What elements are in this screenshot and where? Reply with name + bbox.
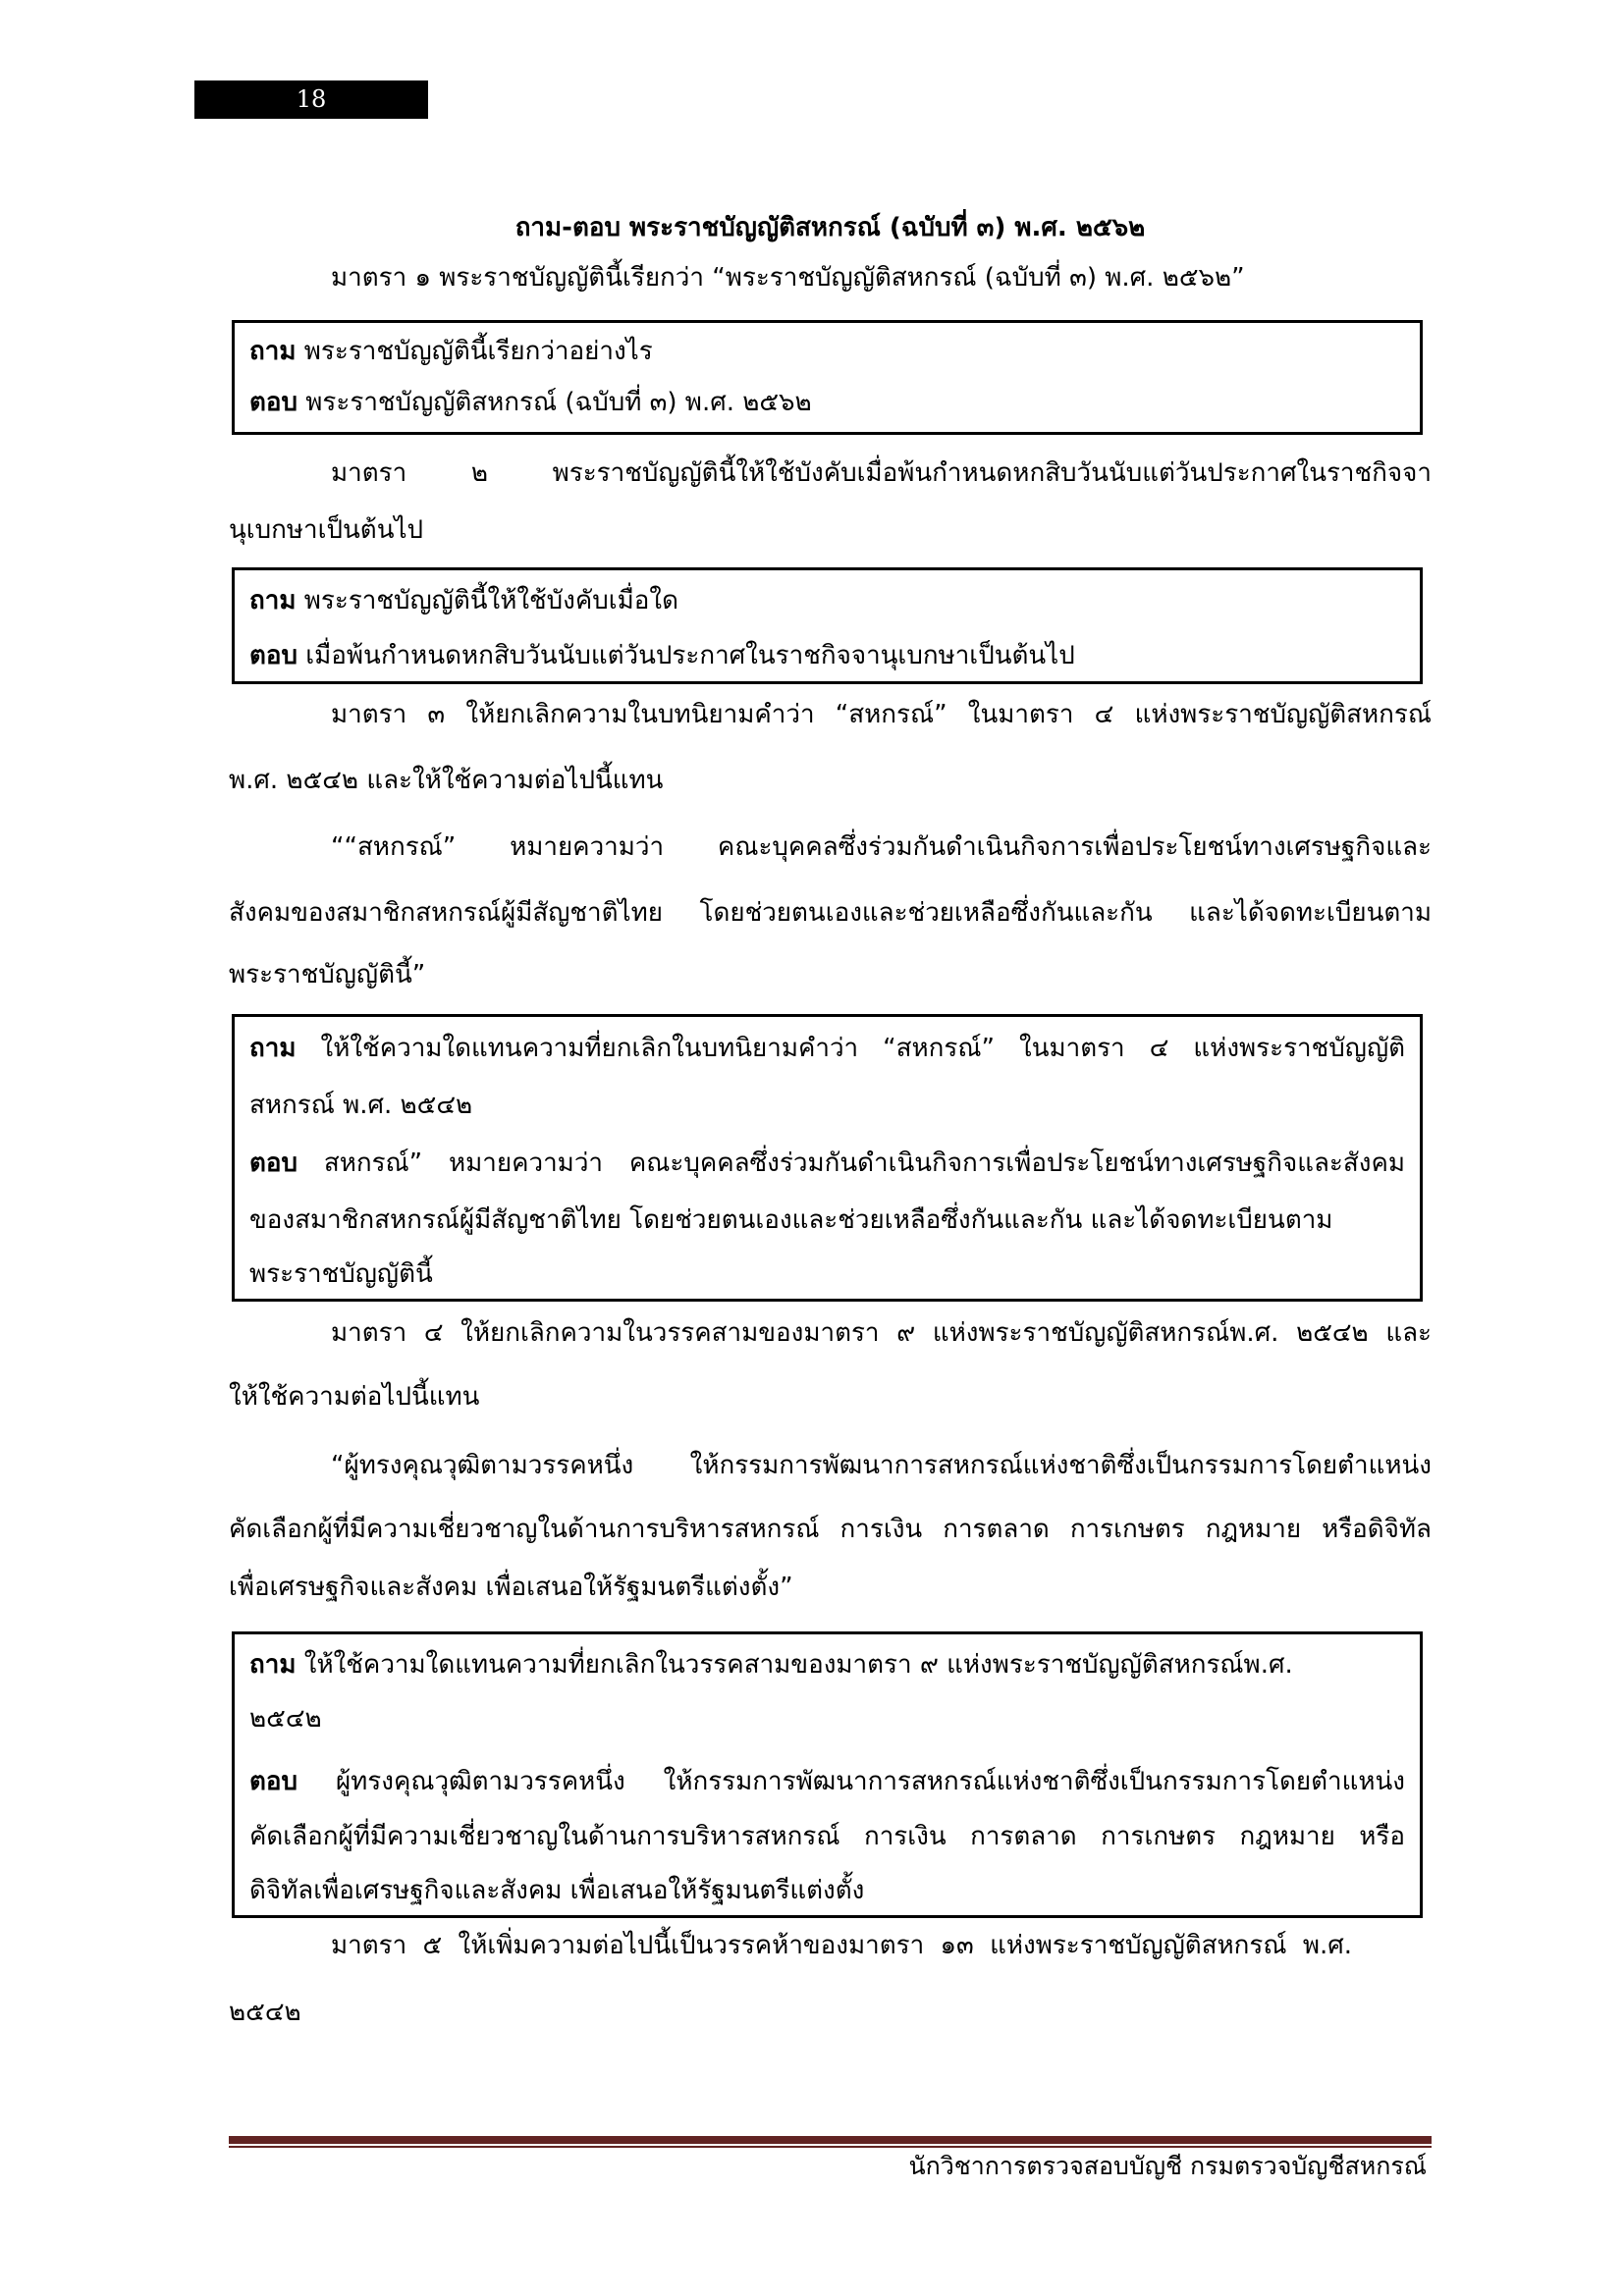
answer-label: ตอบ: [249, 1767, 298, 1796]
qa-box-1: [232, 320, 1423, 435]
footer-rule-thick: [229, 2136, 1432, 2144]
section-4-quote-line: เพื่อเศรษฐกิจและสังคม เพื่อเสนอให้รัฐมนตรีแต่งตั้ง”: [229, 1573, 793, 1602]
question-text: พระราชบัญญัตินี้เรียกว่าอย่างไร: [303, 337, 653, 366]
answer-line: ดิจิทัลเพื่อเศรษฐกิจและสังคม เพื่อเสนอให้รัฐมนตรีแต่งตั้ง: [249, 1876, 865, 1905]
answer-text: พระราชบัญญัติสหกรณ์ (ฉบับที่ ๓) พ.ศ. ๒๕๖๒: [305, 388, 812, 417]
section-5-line: มาตรา ๕ ให้เพิ่มความต่อไปนี้เป็นวรรคห้าของมาตรา ๑๓ แห่งพระราชบัญญัติสหกรณ์ พ.ศ.: [331, 1931, 1352, 1960]
section-3-line: มาตรา ๓ ให้ยกเลิกความในบทนิยามคำว่า “สหกรณ์” ในมาตรา ๔ แห่งพระราชบัญญัติสหกรณ์: [331, 700, 1432, 729]
question-text: ให้ใช้ความใดแทนความที่ยกเลิกในบทนิยามคำว่า “สหกรณ์” ในมาตรา ๔ แห่งพระราชบัญญัติ: [320, 1034, 1405, 1063]
question-label: ถาม: [249, 586, 297, 615]
answer-text: ผู้ทรงคุณวุฒิตามวรรคหนึ่ง ให้กรรมการพัฒนาการสหกรณ์แห่งชาติซึ่งเป็นกรรมการโดยตำแหน่ง: [335, 1767, 1405, 1796]
question-label: ถาม: [249, 1034, 297, 1063]
question-line: [249, 1645, 1293, 1684]
answer-line: [249, 1144, 1405, 1183]
question-label: ถาม: [249, 337, 297, 366]
answer-label: ตอบ: [249, 641, 298, 670]
answer-text: เมื่อพ้นกำหนดหกสิบวันนับแต่วันประกาศในราชกิจจานุเบกษาเป็นต้นไป: [305, 641, 1075, 670]
section-2-line: นุเบกษาเป็นต้นไป: [229, 515, 424, 545]
section-1-line: มาตรา ๑ พระราชบัญญัตินี้เรียกว่า “พระราชบัญญัติสหกรณ์ (ฉบับที่ ๓) พ.ศ. ๒๕๖๒”: [331, 263, 1245, 293]
section-3-quote-line: พระราชบัญญัตินี้”: [229, 960, 426, 989]
section-5-line: ๒๕๔๒: [229, 1998, 301, 2027]
page-title: ถาม-ตอบ พระราชบัญญัติสหกรณ์ (ฉบับที่ ๓) พ.ศ. ๒๕๖๒: [514, 213, 1146, 242]
section-4-line: ให้ใช้ความต่อไปนี้แทน: [229, 1382, 480, 1412]
question-text: ให้ใช้ความใดแทนความที่ยกเลิกในวรรคสามของมาตรา ๙ แห่งพระราชบัญญัติสหกรณ์พ.ศ.: [303, 1650, 1293, 1680]
answer-label: ตอบ: [249, 1148, 298, 1178]
qa-box-4: [232, 1631, 1423, 1918]
question-line: [249, 332, 653, 371]
question-line: [249, 581, 678, 620]
section-4-line: มาตรา ๔ ให้ยกเลิกความในวรรคสามของมาตรา ๙ แห่งพระราชบัญญัติสหกรณ์พ.ศ. ๒๕๔๒ และ: [331, 1318, 1432, 1348]
answer-line: ของสมาชิกสหกรณ์ผู้มีสัญชาติไทย โดยช่วยตนเองและช่วยเหลือซึ่งกันและกัน และได้จดทะเบียนตาม: [249, 1205, 1333, 1235]
section-4-quote-line: “ผู้ทรงคุณวุฒิตามวรรคหนึ่ง ให้กรรมการพัฒนาการสหกรณ์แห่งชาติซึ่งเป็นกรรมการโดยตำแหน่ง: [331, 1451, 1432, 1480]
footer-text: นักวิชาการตรวจสอบบัญชี กรมตรวจบัญชีสหกรณ์: [908, 2152, 1427, 2180]
section-2-line: มาตรา ๒ พระราชบัญญัตินี้ให้ใช้บังคับเมื่อพ้นกำหนดหกสิบวันนับแต่วันประกาศในราชกิจจา: [331, 458, 1432, 488]
answer-line: [249, 383, 812, 422]
question-text: พระราชบัญญัตินี้ให้ใช้บังคับเมื่อใด: [303, 586, 678, 615]
answer-text: สหกรณ์” หมายความว่า คณะบุคคลซึ่งร่วมกันดำเนินกิจการเพื่อประโยชน์ทางเศรษฐกิจและสังคม: [323, 1148, 1405, 1178]
section-3-quote-line: สังคมของสมาชิกสหกรณ์ผู้มีสัญชาติไทย โดยช่วยตนเองและช่วยเหลือซึ่งกันและกัน และได้จดทะเบียนตาม: [229, 898, 1432, 928]
answer-line: [249, 1762, 1405, 1801]
page-number: 18: [194, 80, 428, 119]
answer-line: คัดเลือกผู้ที่มีความเชี่ยวชาญในด้านการบริหารสหกรณ์ การเงิน การตลาด การเกษตร กฎหมาย หรือ: [249, 1822, 1405, 1851]
qa-box-2: [232, 567, 1423, 684]
question-line: ๒๕๔๒: [249, 1704, 322, 1734]
qa-box-3: [232, 1014, 1423, 1302]
answer-label: ตอบ: [249, 388, 298, 417]
answer-line: พระราชบัญญัตินี้: [249, 1259, 433, 1289]
question-line: [249, 1029, 1405, 1068]
question-line: สหกรณ์ พ.ศ. ๒๕๔๒: [249, 1091, 473, 1120]
answer-line: [249, 636, 1075, 675]
section-3-quote-line: ““สหกรณ์” หมายความว่า คณะบุคคลซึ่งร่วมกันดำเนินกิจการเพื่อประโยชน์ทางเศรษฐกิจและ: [331, 832, 1432, 862]
question-label: ถาม: [249, 1650, 297, 1680]
section-3-line: พ.ศ. ๒๕๔๒ และให้ใช้ความต่อไปนี้แทน: [229, 766, 664, 795]
section-4-quote-line: คัดเลือกผู้ที่มีความเชี่ยวชาญในด้านการบริหารสหกรณ์ การเงิน การตลาด การเกษตร กฎหมาย หรือดิจิทัล: [229, 1515, 1432, 1544]
